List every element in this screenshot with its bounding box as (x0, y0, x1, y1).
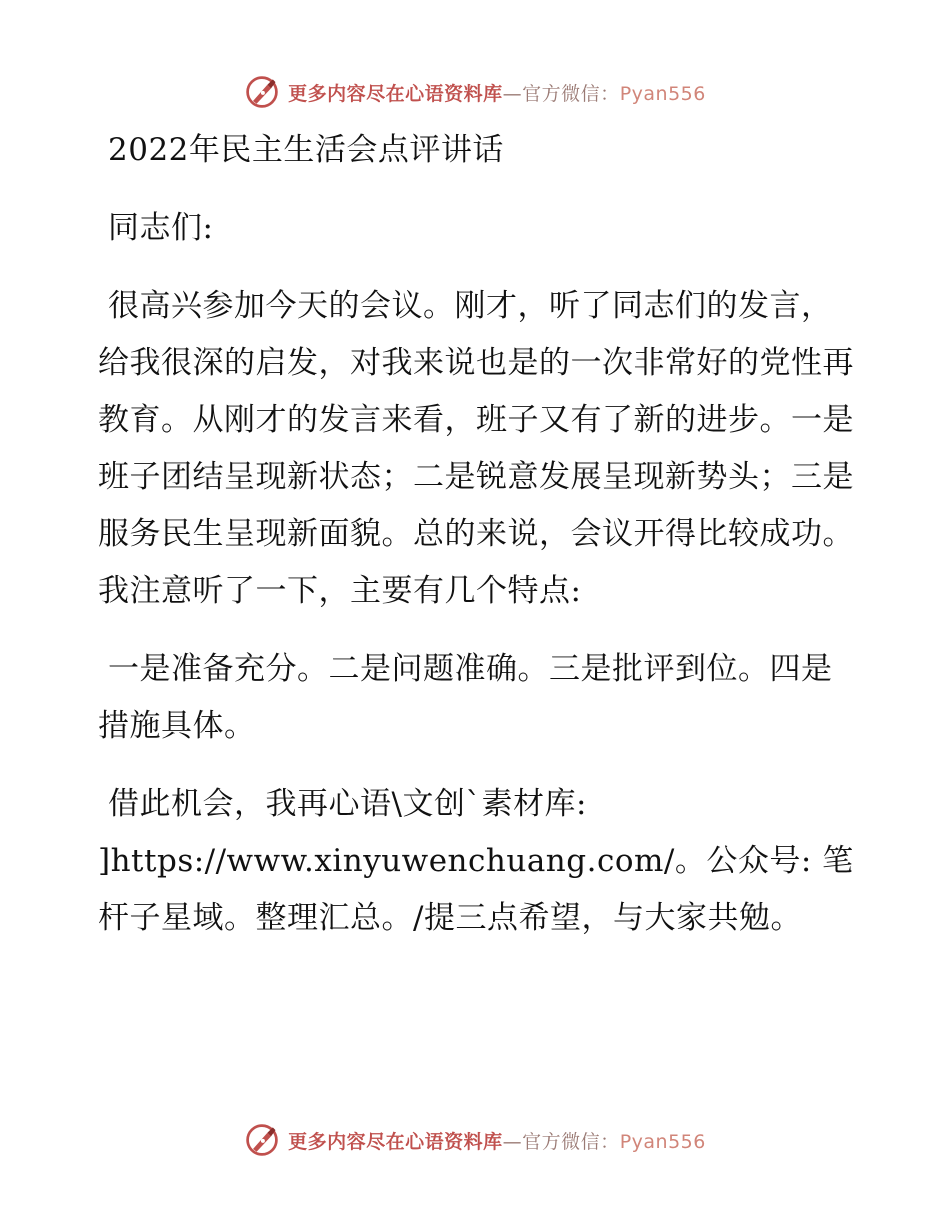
watermark-main-text: 更多内容尽在心语资料库 (288, 82, 503, 105)
watermark-wechat-label: 官方微信： (522, 82, 620, 105)
footer-watermark (0, 1120, 950, 1160)
paragraph: 很高兴参加今天的会议。刚才，听了同志们的发言，给我很深的启发，对我来说也是的一次非常好的党性再教育。从刚才的发言来看，班子又有了新的进步。一是班子团结呈现新状态；二是锐意发展呈现新势头；三是服务民生呈现新面貌。总的来说，会议开得比较成功。我注意听了一下，主要有几个特点: (98, 288, 854, 609)
pen-logo-icon (244, 1122, 280, 1158)
greeting: 同志们: (108, 210, 214, 246)
watermark-main-text: 更多内容尽在心语资料库 (288, 1130, 503, 1153)
document-body (98, 118, 858, 947)
paragraph: 一是准备充分。二是问题准确。三是批评到位。四是措施具体。 (98, 651, 833, 744)
watermark-separator: — (502, 1130, 523, 1153)
watermark-wechat-label: 官方微信： (522, 1130, 620, 1153)
watermark-text (288, 1127, 706, 1154)
watermark-wechat-id: Pyan556 (619, 1130, 706, 1153)
paragraph: 借此机会，我再心语\文创`素材库: ]https://www.xinyuwenchuang.com/。公众号: 笔杆子星域。整理汇总。/提三点希望，与大家共勉。 (98, 786, 854, 936)
watermark-text (288, 79, 706, 106)
header-watermark (0, 72, 950, 112)
pen-logo-icon (244, 74, 280, 110)
document-title: 2022年民主生活会点评讲话 (108, 132, 504, 168)
watermark-separator: — (502, 82, 523, 105)
watermark-wechat-id: Pyan556 (619, 82, 706, 105)
